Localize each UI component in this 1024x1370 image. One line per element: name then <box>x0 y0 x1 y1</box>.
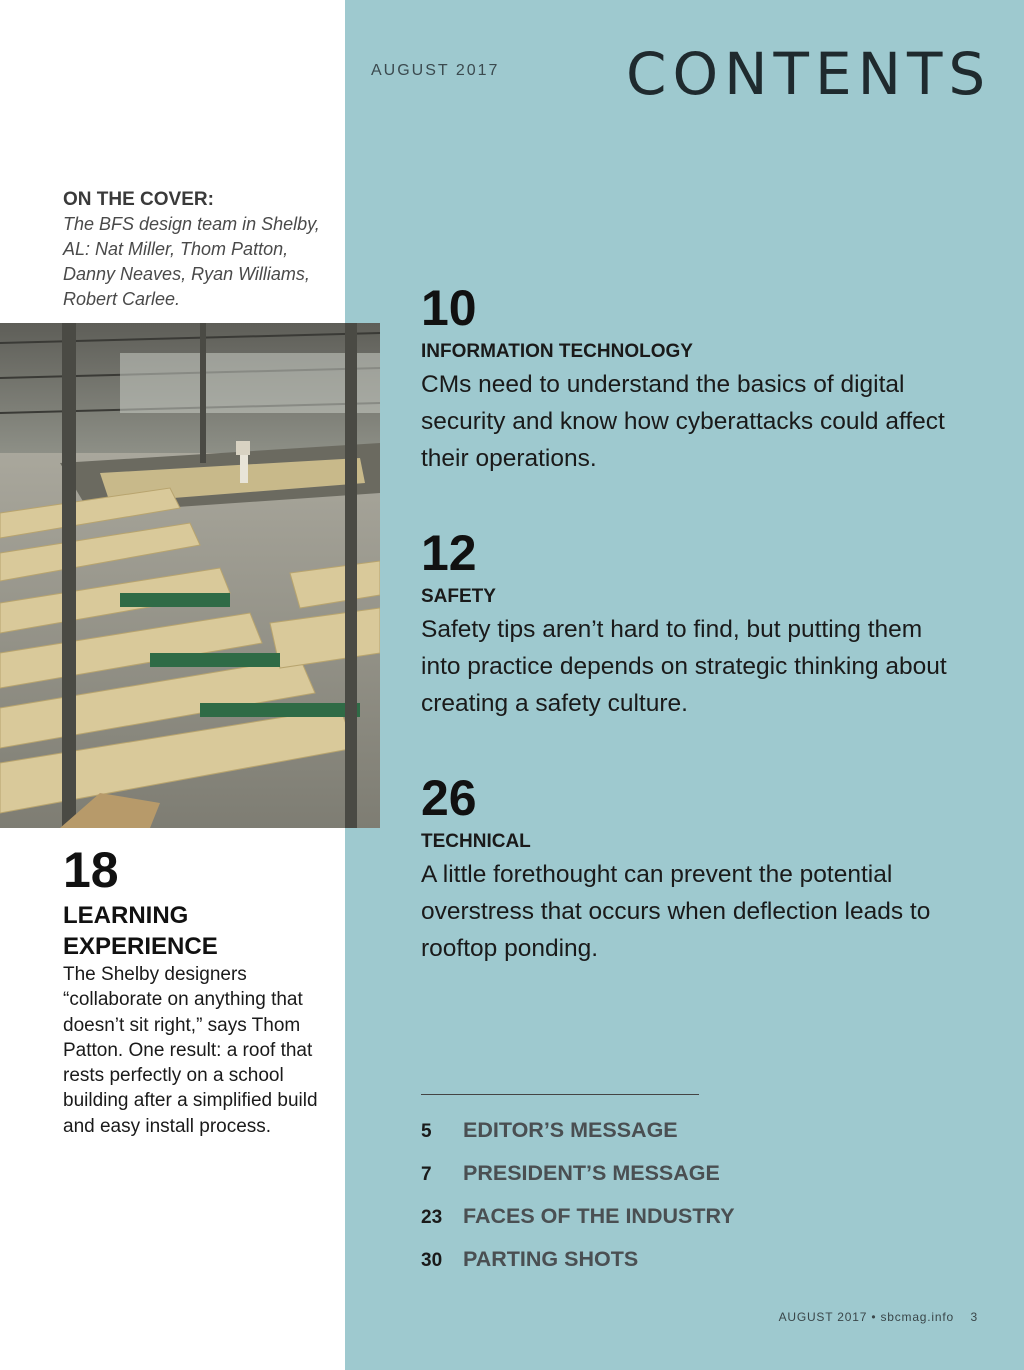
cover-caption-block <box>63 188 338 312</box>
lead-story-department: LEARNING EXPERIENCE <box>63 902 218 960</box>
feature-description: CMs need to understand the basics of digital security and know how cyberattacks could affect their operations. <box>421 371 945 472</box>
departments-list <box>421 1118 821 1290</box>
page-footer <box>779 1310 978 1324</box>
department-item-presidents-message[interactable] <box>421 1161 821 1204</box>
department-page-number: 7 <box>421 1164 432 1185</box>
department-name: PRESIDENT’S MESSAGE <box>463 1161 720 1185</box>
lead-story-page-number: 18 <box>63 842 119 898</box>
feature-department: INFORMATION TECHNOLOGY <box>421 341 693 362</box>
issue-date: AUGUST 2017 <box>371 62 500 79</box>
section-divider <box>421 1094 699 1095</box>
feature-page-number: 12 <box>421 525 477 581</box>
warehouse-photo-illustration <box>0 323 380 828</box>
lead-story-description: The Shelby designers “collaborate on anything that doesn’t sit right,” says Thom Patton. One result: a roof that rests perfectly on a school building after a simplified build and easy install process. <box>63 964 318 1137</box>
warehouse-photo <box>0 323 380 828</box>
feature-item-technical[interactable] <box>421 772 961 967</box>
department-item-parting-shots[interactable] <box>421 1247 821 1290</box>
department-page-number: 23 <box>421 1207 443 1228</box>
department-name: PARTING SHOTS <box>463 1247 639 1271</box>
feature-item-information-technology[interactable] <box>421 282 961 477</box>
department-page-number: 5 <box>421 1121 432 1142</box>
department-name: FACES OF THE INDUSTRY <box>463 1204 735 1228</box>
footer-page-number: 3 <box>970 1310 978 1324</box>
feature-department: SAFETY <box>421 586 496 607</box>
department-item-faces-of-the-industry[interactable] <box>421 1204 821 1247</box>
feature-page-number: 26 <box>421 770 477 826</box>
cover-heading: ON THE COVER: <box>63 189 214 210</box>
feature-department: TECHNICAL <box>421 831 531 852</box>
feature-description: Safety tips aren’t hard to find, but putting them into practice depends on strategic thinking about creating a safety culture. <box>421 616 947 717</box>
lead-story[interactable] <box>63 842 323 1139</box>
feature-item-safety[interactable] <box>421 527 961 722</box>
department-name: EDITOR’S MESSAGE <box>463 1118 678 1142</box>
feature-description: A little forethought can prevent the potential overstress that occurs when deflection leads to rooftop ponding. <box>421 861 931 962</box>
department-page-number: 30 <box>421 1250 443 1271</box>
cover-caption: The BFS design team in Shelby, AL: Nat Miller, Thom Patton, Danny Neaves, Ryan Williams, Robert Carlee. <box>63 214 320 309</box>
feature-page-number: 10 <box>421 280 477 336</box>
page-title: CONTENTS <box>626 40 992 108</box>
department-item-editors-message[interactable] <box>421 1118 821 1161</box>
footer-issue-site: AUGUST 2017 • sbcmag.info <box>778 1310 954 1324</box>
